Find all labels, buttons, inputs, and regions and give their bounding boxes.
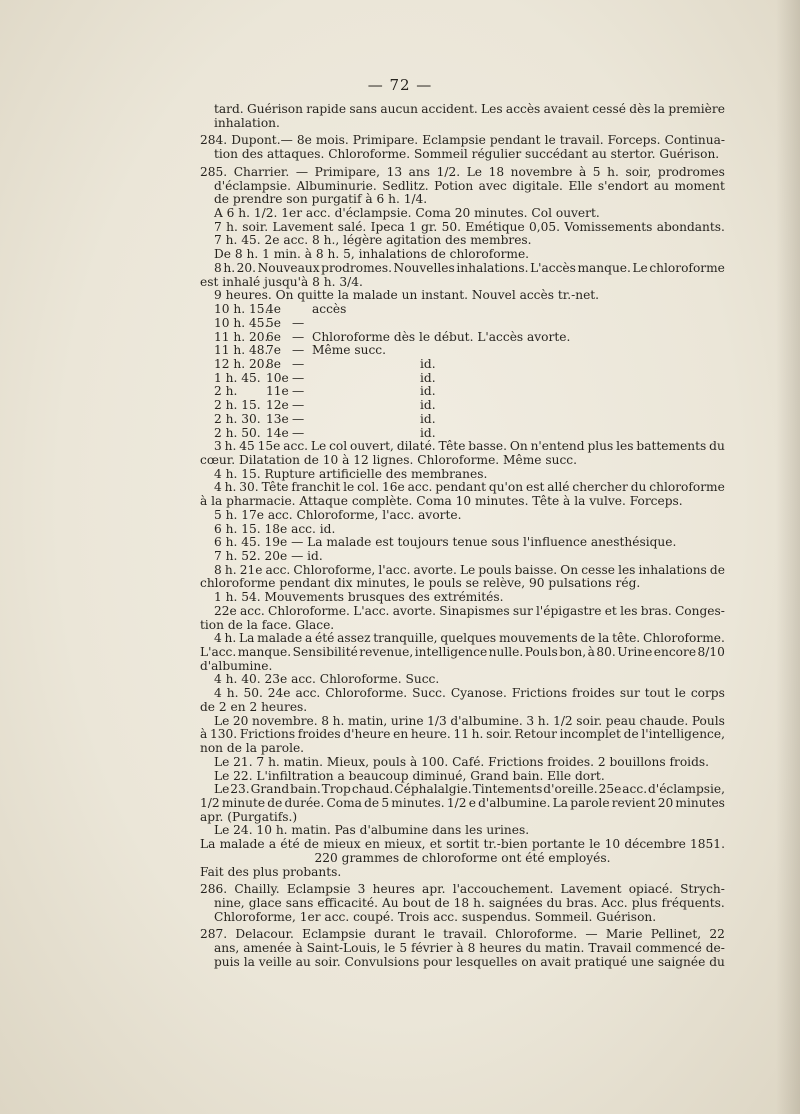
text-line: Fait des plus probants. — [200, 864, 342, 879]
access-row — [200, 344, 725, 358]
text-line: A 6 h. 1/2. 1er acc. d'éclampsie. Coma 20 minutes. Col ouvert. — [214, 206, 600, 221]
access-row-time: 11 h. 48. — [214, 343, 269, 358]
page-edge-shadow — [776, 0, 800, 1114]
access-row-dash: — — [292, 411, 305, 426]
text-line: puis la veille au soir. Convulsions pour lesquelles on avait pratiqué une saignée du — [214, 954, 725, 969]
text-line: 7 h. soir. Lavement salé. Ipeca 1 gr. 50. Emétique 0,05. Vomissements abondants. — [214, 219, 725, 234]
text-line: d'éclampsie. Albuminurie. Sedlitz. Potion avec digitale. Elle s'endort au moment — [214, 178, 725, 193]
access-row — [200, 303, 725, 317]
access-row — [200, 358, 725, 372]
text-line: 4 h. 50. 24e acc. Chloroforme. Succ. Cyanose. Frictions froides sur tout le corps — [214, 686, 725, 701]
access-row-text: id. — [420, 370, 436, 385]
access-row-num: 12e — [266, 398, 289, 413]
text-line: 7 h. 52. 20e — id. — [214, 549, 323, 563]
text-line: 6 h. 15. 18e acc. id. — [214, 521, 336, 536]
access-row-time: 12 h. 20. — [214, 356, 269, 371]
text-line: non de la parole. — [200, 741, 305, 756]
text-line: 285. Charrier. — Primipare, 13 ans 1/2. Le 18 novembre à 5 h. soir, prodromes — [200, 164, 725, 179]
text-line: tard. Guérison rapide sans aucun accident. Les accès avaient cessé dès la première — [214, 102, 725, 116]
text-line: de 2 en 2 heures. — [200, 699, 308, 714]
access-row-dash: — — [292, 356, 305, 371]
access-row-num: 11e — [266, 384, 289, 399]
access-row-num: 6e — [266, 329, 281, 344]
access-row-text: Même succ. — [312, 343, 386, 358]
text-line: à 130. Frictions froides d'heure en heure. 11 h. soir. Retour incomplet de l'intelligence, — [200, 727, 725, 742]
access-row-dash: — — [292, 343, 305, 358]
access-row-dash: — — [292, 384, 305, 399]
text-line: 22e acc. Chloroforme. L'acc. avorte. Sinapismes sur l'épigastre et les bras. Conges- — [214, 603, 725, 618]
access-row-text: accès — [312, 302, 347, 317]
access-row — [200, 399, 725, 413]
text-line: 8 h. 21e acc. Chloroforme, l'acc. avorte. Le pouls baisse. On cesse les inhalations de — [214, 562, 725, 577]
text-line: tion de la face. Glace. — [200, 617, 335, 632]
text-line: 284. Dupont.— 8e mois. Primipare. Eclampsie pendant le travail. Forceps. Continua- — [200, 133, 725, 148]
text-line: Le 21. 7 h. matin. Mieux, pouls à 100. Café. Frictions froides. 2 bouillons froids. — [214, 754, 709, 769]
access-row-dash: — — [292, 370, 305, 385]
access-row-num: 13e — [266, 411, 289, 426]
access-row-text: id. — [420, 425, 436, 440]
access-row — [200, 331, 725, 345]
text-line: d'albumine. — [200, 658, 273, 673]
page-number: — 72 — — [367, 76, 433, 94]
access-row-text: id. — [420, 411, 436, 426]
text-line: 1 h. 54. Mouvements brusques des extrémités. — [214, 590, 504, 605]
text-line: inhalation. — [214, 115, 280, 130]
access-row-text: id. — [420, 398, 436, 413]
access-row-dash: — — [292, 315, 305, 330]
text-line: 4 h. 40. 23e acc. Chloroforme. Succ. — [214, 672, 440, 687]
access-row-time: 2 h. 50. — [214, 425, 261, 440]
text-line: 6 h. 45. 19e — La malade est toujours tenue sous l'influence anesthésique. — [214, 535, 677, 550]
text-line: 286. Chailly. Eclampsie 3 heures apr. l'accouchement. Lavement opiacé. Strych- — [200, 882, 725, 897]
access-row-num: 14e — [266, 425, 289, 440]
text-line: 4 h. 30. Tête franchit le col. 16e acc. pendant qu'on est allé chercher du chloroforme — [214, 480, 725, 495]
access-row-dash: — — [292, 329, 305, 344]
access-row-time: 11 h. 20. — [214, 329, 269, 344]
access-row-time: 10 h. 15. — [214, 302, 269, 317]
text-line: L'acc. manque. Sensibilité revenue, intelligence nulle. Pouls bon, à 80. Urine encore 8/10 — [200, 645, 725, 660]
text-line: Le 22. L'infiltration a beaucoup diminué, Grand bain. Elle dort. — [214, 768, 605, 783]
access-row-time: 2 h. 15. — [214, 398, 261, 413]
access-row-dash — [292, 303, 312, 317]
access-row-time: 1 h. 45. — [214, 370, 261, 385]
text-line: 3 h. 45 15e acc. Le col ouvert, dilaté. Tête basse. On n'entend plus les battements du — [214, 439, 725, 454]
text-line: 7 h. 45. 2e acc. 8 h., légère agitation des membres. — [214, 233, 532, 248]
text-line: de prendre son purgatif à 6 h. 1/4. — [214, 192, 428, 207]
text-block-bottom — [200, 440, 725, 969]
access-row-text: Chloroforme dès le début. L'accès avorte. — [312, 329, 571, 344]
access-row — [200, 372, 725, 386]
access-row-dash: — — [292, 425, 305, 440]
text-line: 220 grammes de chloroforme ont été employés. — [314, 850, 611, 865]
access-row-text: id. — [420, 384, 436, 399]
access-row-time: 10 h. 45. — [214, 315, 269, 330]
text-line: chloroforme pendant dix minutes, le pouls se relève, 90 pulsations rég. — [200, 576, 641, 591]
access-row-text: id. — [420, 356, 436, 371]
access-row-time: 2 h. 30. — [214, 411, 261, 426]
access-row — [200, 385, 725, 399]
text-line: La malade a été de mieux en mieux, et sortit tr.-bien portante le 10 décembre 1851. — [200, 837, 725, 852]
access-row-num: 8e — [266, 356, 281, 371]
text-line: 287. Delacour. Eclampsie durant le travail. Chloroforme. — Marie Pellinet, 22 — [200, 927, 725, 942]
text-line: Le 23. Grand bain. Trop chaud. Céphalalgie. Tintements d'oreille. 25e acc. d'éclampsie, — [214, 782, 725, 797]
access-row-num: 5e — [266, 315, 281, 330]
access-row — [200, 427, 725, 441]
text-line: nine, glace sans efficacité. Au bout de 18 h. saignées du bras. Acc. plus fréquents. — [214, 895, 725, 910]
access-row-num: 4e — [266, 302, 281, 317]
access-row — [200, 317, 725, 331]
text-line: 1/2 minute de durée. Coma de 5 minutes. 1/2 e d'albumine. La parole revient 20 minutes — [200, 795, 725, 810]
body-text — [200, 103, 725, 970]
text-line: Chloroforme, 1er acc. coupé. Trois acc. suspendus. Sommeil. Guérison. — [214, 909, 657, 924]
text-line: Le 20 novembre. 8 h. matin, urine 1/3 d'albumine. 3 h. 1/2 soir. peau chaude. Pouls — [214, 713, 725, 728]
text-line: Le 24. 10 h. matin. Pas d'albumine dans les urines. — [214, 823, 530, 838]
text-line: De 8 h. 1 min. à 8 h. 5, inhalations de chloroforme. — [214, 247, 530, 262]
text-line: cœur. Dilatation de 10 à 12 lignes. Chloroforme. Même succ. — [200, 452, 577, 467]
text-line: 4 h. 15. Rupture artificielle des membranes. — [214, 466, 488, 481]
access-row-dash: — — [292, 398, 305, 413]
text-line: 4 h. La malade a été assez tranquille, quelques mouvements de la tête. Chloroforme. — [214, 631, 725, 646]
access-row — [200, 413, 725, 427]
text-line: à la pharmacie. Attaque complète. Coma 10 minutes. Tête à la vulve. Forceps. — [200, 494, 683, 509]
access-row-time: 2 h. — [214, 384, 238, 399]
text-line: apr. (Purgatifs.) — [200, 809, 298, 824]
access-table — [200, 303, 725, 440]
text-block-top — [200, 103, 725, 303]
text-line: est inhalé jusqu'à 8 h. 3/4. — [200, 274, 363, 289]
text-line: 9 heures. On quitte la malade un instant. Nouvel accès tr.-net. — [214, 288, 600, 303]
text-line: tion des attaques. Chloroforme. Sommeil régulier succédant au stertor. Guérison. — [214, 147, 720, 162]
text-line: 5 h. 17e acc. Chloroforme, l'acc. avorte. — [214, 507, 462, 522]
text-line: 8 h. 20. Nouveaux prodromes. Nouvelles inhalations. L'accès manque. Le chloroforme — [214, 260, 725, 275]
access-row-num: 7e — [266, 343, 281, 358]
text-line: ans, amenée à Saint-Louis, le 5 février à 8 heures du matin. Travail commencé de- — [214, 941, 725, 956]
access-row-num: 10e — [266, 370, 289, 385]
